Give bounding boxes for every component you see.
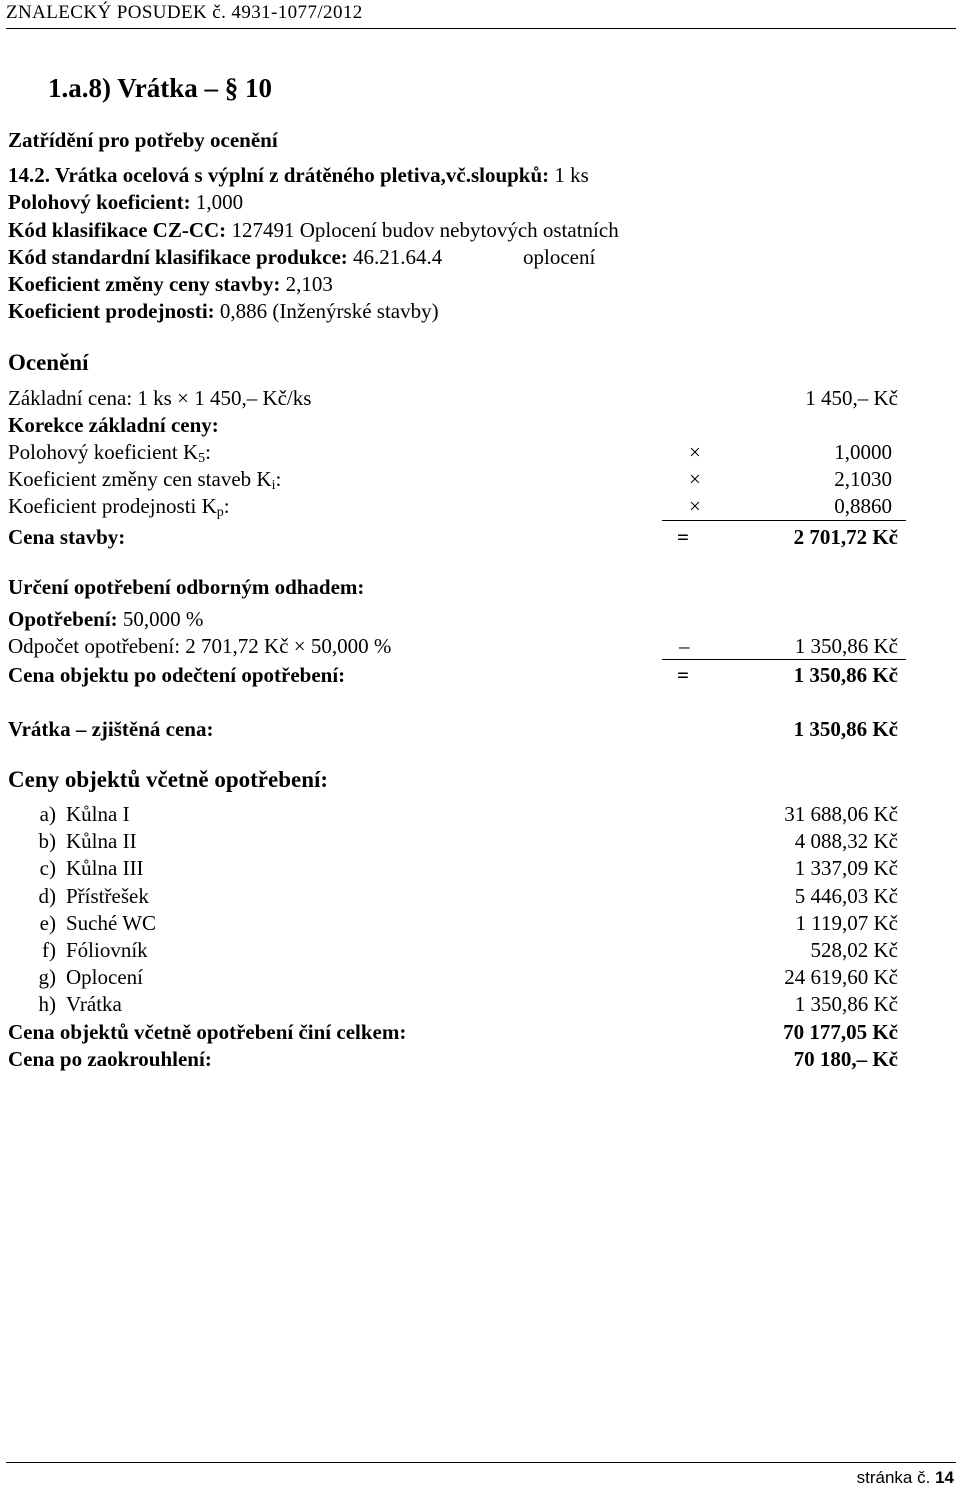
position-label: Polohový koeficient: <box>8 190 191 214</box>
summary-item-letter: d) <box>38 884 56 908</box>
summary-item-letter: a) <box>39 802 56 826</box>
summary-item-name: Kůlna I <box>66 802 130 826</box>
summary-item-letter: c) <box>39 856 56 880</box>
row-suffix: : <box>275 467 282 491</box>
sum-rule <box>662 520 906 521</box>
summary-item-letter: h) <box>38 992 56 1016</box>
sale-value: 0,886 (Inženýrské stavby) <box>214 299 439 323</box>
summary-item-name: Suché WC <box>66 911 157 935</box>
total-label: Cena objektů včetně opotřebení činí celkem: <box>8 1020 407 1044</box>
wear-row <box>8 607 203 631</box>
row-suffix: : <box>205 440 211 464</box>
valuation-title: Ocenění <box>8 350 89 375</box>
summary-item-name: Přístřešek <box>66 884 149 908</box>
product-classification <box>8 245 442 269</box>
classification-item <box>8 163 589 187</box>
summary-item-value: 528,02 Kč <box>810 938 898 962</box>
correction-row <box>8 440 211 464</box>
row-value: 2,1030 <box>834 467 892 491</box>
minus-operator: – <box>679 634 690 658</box>
price-label: Cena stavby: <box>8 525 126 549</box>
row-subscript: 5 <box>198 451 206 466</box>
summary-item-name: Oplocení <box>66 965 143 989</box>
summary-title: Ceny objektů včetně opotřebení: <box>8 767 329 792</box>
product-label: Kód standardní klasifikace produkce: <box>8 245 348 269</box>
multiply-operator: × <box>689 467 701 491</box>
summary-item-name: Vrátka <box>66 992 122 1016</box>
multiply-operator: × <box>689 494 701 518</box>
correction-row <box>8 494 230 518</box>
summary-item-name: Kůlna II <box>66 829 137 853</box>
footer-rule <box>6 1462 956 1463</box>
sale-label: Koeficient prodejnosti: <box>8 299 215 323</box>
equals-operator: = <box>677 525 689 549</box>
change-label: Koeficient změny ceny stavby: <box>8 272 281 296</box>
row-label: Koeficient změny cen staveb K <box>8 467 272 491</box>
item-label: 14.2. Vrátka ocelová s výplní z drátěného pletiva,vč.sloupků: <box>8 163 550 187</box>
rounded-label: Cena po zaokrouhlení: <box>8 1047 212 1071</box>
summary-item-value: 31 688,06 Kč <box>784 802 898 826</box>
rounded-value: 70 180,– Kč <box>793 1047 898 1071</box>
classification-title: Zatřídění pro potřeby ocenění <box>8 128 278 152</box>
item-value: 1 ks <box>549 163 589 187</box>
section-heading: 1.a.8) Vrátka – § 10 <box>48 73 272 103</box>
equals-operator: = <box>677 663 689 687</box>
base-price-label: Základní cena: 1 ks × 1 450,– Kč/ks <box>8 386 312 410</box>
product-value: 46.21.64.4 <box>347 245 443 269</box>
cc-value: 127491 Oplocení budov nebytových ostatních <box>226 218 619 242</box>
after-wear-value: 1 350,86 Kč <box>793 663 898 687</box>
deduction-label: Odpočet opotřebení: 2 701,72 Kč × 50,000 % <box>8 634 392 658</box>
change-coefficient <box>8 272 333 296</box>
row-value: 1,0000 <box>834 440 892 464</box>
after-wear-label: Cena objektu po odečtení opotřebení: <box>8 663 346 687</box>
wear-title: Určení opotřebení odborným odhadem: <box>8 575 365 599</box>
product-name: oplocení <box>523 245 596 269</box>
summary-item-value: 1 350,86 Kč <box>794 992 898 1016</box>
page-number: 14 <box>935 1468 954 1487</box>
row-subscript: p <box>216 505 224 520</box>
price-value: 2 701,72 Kč <box>793 525 898 549</box>
row-label: Koeficient prodejnosti K <box>8 494 217 518</box>
result-value: 1 350,86 Kč <box>793 717 898 741</box>
summary-item-letter: g) <box>38 965 56 989</box>
summary-item-letter: e) <box>39 911 56 935</box>
row-suffix: : <box>223 494 230 518</box>
summary-item-letter: b) <box>38 829 56 853</box>
summary-item-letter: f) <box>42 938 56 962</box>
page-header <box>6 0 956 29</box>
cc-label: Kód klasifikace CZ-CC: <box>8 218 227 242</box>
multiply-operator: × <box>689 440 701 464</box>
summary-item-name: Kůlna III <box>66 856 144 880</box>
position-value: 1,000 <box>190 190 244 214</box>
summary-item-value: 5 446,03 Kč <box>794 884 898 908</box>
page-footer <box>857 1468 954 1488</box>
total-value: 70 177,05 Kč <box>783 1020 898 1044</box>
wear-label: Opotřebení: <box>8 607 118 631</box>
summary-item-value: 1 119,07 Kč <box>795 911 898 935</box>
base-price-value: 1 450,– Kč <box>805 386 898 410</box>
correction-row <box>8 467 281 491</box>
summary-item-value: 1 337,09 Kč <box>794 856 898 880</box>
result-label: Vrátka – zjištěná cena: <box>8 717 214 741</box>
row-value: 0,8860 <box>834 494 892 518</box>
wear-value: 50,000 % <box>117 607 204 631</box>
change-value: 2,103 <box>280 272 333 296</box>
sum-rule <box>662 659 906 660</box>
row-subscript: i <box>271 478 276 493</box>
page-label: stránka č. <box>856 1468 931 1487</box>
summary-item-value: 4 088,32 Kč <box>794 829 898 853</box>
correction-title: Korekce základní ceny: <box>8 413 219 437</box>
summary-item-name: Fóliovník <box>66 938 148 962</box>
row-label: Polohový koeficient K <box>8 440 199 464</box>
header-title: ZNALECKÝ POSUDEK č. 4931-1077/2012 <box>6 2 363 23</box>
sale-coefficient <box>8 299 439 323</box>
deduction-value: 1 350,86 Kč <box>794 634 898 658</box>
position-coefficient <box>8 190 243 214</box>
cc-classification <box>8 218 619 242</box>
summary-item-value: 24 619,60 Kč <box>784 965 898 989</box>
